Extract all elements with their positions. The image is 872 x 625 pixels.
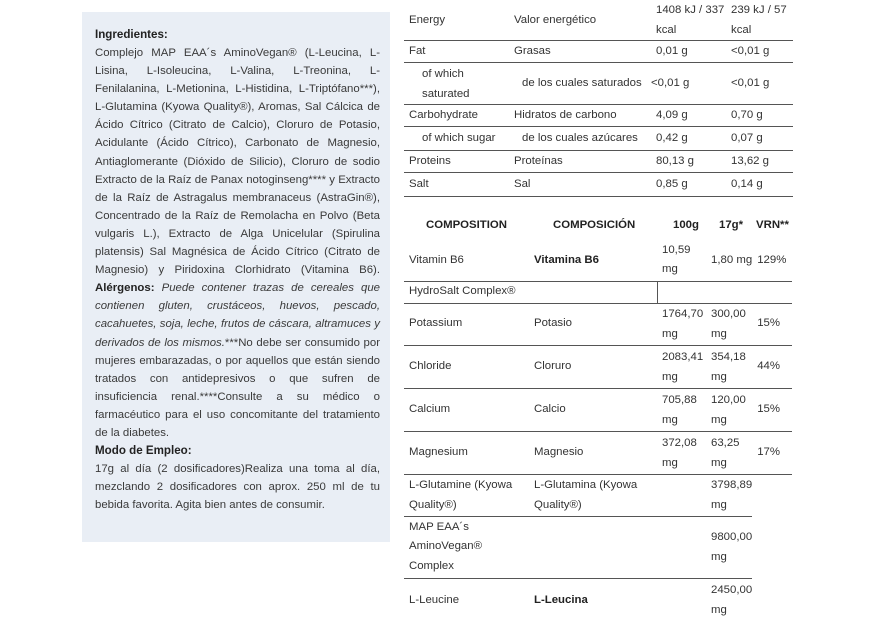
composition-v100 <box>657 516 706 578</box>
composition-row-leucine <box>404 578 792 622</box>
composition-row-chloride <box>404 345 792 388</box>
composition-header-17g: 17g* <box>719 219 744 231</box>
composition-vrn: 17% <box>752 431 792 474</box>
composition-v17: 1,80 mg <box>706 240 752 281</box>
composition-en: L-Glutamine (Kyowa Quality®) <box>404 474 529 516</box>
composition-row-vitamin-b6 <box>404 240 792 281</box>
composition-v100: 10,59 mg <box>657 240 706 281</box>
composition-hydrosalt <box>404 281 657 303</box>
nutrition-table <box>404 0 793 197</box>
composition-row-glutamine <box>404 474 792 516</box>
nutrition-es: Grasas <box>514 45 551 57</box>
nutrition-row-carbohydrate <box>404 105 793 127</box>
composition-en: Chloride <box>404 345 529 388</box>
composition-v100: 705,88 mg <box>657 388 706 431</box>
composition-es: Vitamina B6 <box>529 240 657 281</box>
composition-v17: 63,25 mg <box>706 431 752 474</box>
composition-v100: 2083,41 mg <box>657 345 706 388</box>
nutrition-v17: 13,62 g <box>731 155 770 167</box>
composition-v100 <box>657 578 706 622</box>
ingredients-panel <box>82 12 390 542</box>
composition-v100 <box>657 474 706 516</box>
nutrition-v17: 239 kJ / 57 kcal <box>731 4 787 36</box>
allergens-label: Alérgenos: <box>95 282 155 295</box>
composition-v17: 2450,00 mg <box>711 584 753 617</box>
composition-en: Calcium <box>404 388 529 431</box>
composition-v17: 300,00 mg <box>706 303 752 345</box>
nutrition-row-sugar <box>404 127 793 151</box>
nutrition-es: Sal <box>514 178 531 190</box>
composition-en: Vitamin B6 <box>404 240 529 281</box>
allergens-text: Puede contener trazas de cereales que contienen gluten, crustáceos, huevos, pescado, cacahuetes, soja, leche, frutos de cáscara, altramuces y derivados de los mismos. <box>95 282 380 349</box>
nutrition-en: Energy <box>409 13 446 26</box>
nutrition-row-saturated <box>404 63 793 105</box>
composition-en: Potassium <box>404 303 529 345</box>
composition-vrn: 15% <box>752 388 792 431</box>
nutrition-en: of which sugar <box>422 132 496 144</box>
nutrition-es: Proteínas <box>514 155 563 167</box>
nutrition-es: de los cuales azúcares <box>522 132 638 144</box>
nutrition-es: de los cuales saturados <box>522 77 642 89</box>
nutrition-row-salt <box>404 173 793 197</box>
composition-es: L-Leucina <box>534 593 588 606</box>
nutrition-v17: 0,07 g <box>731 132 763 144</box>
usage-title: Modo de Empleo: <box>95 444 192 458</box>
composition-header-100g: 100g <box>673 219 699 231</box>
composition-v17: 3798,89 mg <box>706 474 752 516</box>
nutrition-en: Proteins <box>409 155 451 167</box>
nutrition-v100: 0,85 g <box>656 178 688 190</box>
composition-en: L-Leucine <box>409 593 460 606</box>
nutrition-en: Fat <box>409 45 426 57</box>
nutrition-row-proteins <box>404 151 793 173</box>
nutrition-v17: <0,01 g <box>731 77 770 89</box>
nutrition-v17: 0,70 g <box>731 109 763 121</box>
composition-es: Calcio <box>529 388 657 431</box>
composition-es: Cloruro <box>529 345 657 388</box>
composition-map-label: MAP EAA´s AminoVegan® Complex <box>409 520 482 572</box>
composition-v100: 372,08 mg <box>657 431 706 474</box>
nutrition-v17: 0,14 g <box>731 178 763 190</box>
composition-row-hydrosalt <box>404 281 792 303</box>
composition-row-magnesium <box>404 431 792 474</box>
nutrition-v100: 1408 kJ / 337 kcal <box>656 4 725 36</box>
composition-row-calcium <box>404 388 792 431</box>
nutrition-es: Valor energético <box>514 13 597 26</box>
nutrition-es: Hidratos de carbono <box>514 109 617 121</box>
composition-row-map <box>404 516 792 578</box>
composition-row-potassium <box>404 303 792 345</box>
nutrition-en <box>404 63 509 105</box>
nutrition-en-text: of which saturated <box>422 67 470 100</box>
composition-v17: 120,00 mg <box>706 388 752 431</box>
composition-es <box>529 516 657 578</box>
nutrition-v100: 0,42 g <box>656 132 688 144</box>
composition-v17: 354,18 mg <box>706 345 752 388</box>
ingredients-title: Ingredientes: <box>95 28 168 41</box>
composition-vrn <box>752 516 792 578</box>
nutrition-v100: 4,09 g <box>656 109 688 121</box>
nutrition-v100: <0,01 g <box>651 77 690 89</box>
nutrition-en: Salt <box>409 178 429 190</box>
usage-text: 17g al día (2 dosificadores)Realiza una toma al día, mezclando 2 dosificadores con aprox. 250 ml de tu bebida favorita. Agita bien antes de consumir. <box>95 463 380 512</box>
composition-vrn: 129% <box>752 240 792 281</box>
composition-v17: 9800,00 mg <box>706 516 752 578</box>
composition-en <box>404 516 529 578</box>
composition-header-en: COMPOSITION <box>426 219 508 231</box>
composition-en: Magnesium <box>404 431 529 474</box>
ingredients-list: Complejo MAP EAA´s AminoVegan® (L-Leucina, L-Lisina, L-Isoleucina, L-Valina, L-Treonina, L-Fenilalanina, L-Metionina, L-Histidina, L-Triptófano***), L-Glutamina (Kyowa Quality®), Aromas, Sal Cálcica de Ácido Cítrico (Citrato de Calcio), Cloruro de Potasio, Acidulante (Ácido Cítrico), Carbonato de Magnesio, Antiaglomerante (Dióxido de Silicio), Cloruro de sodio Extracto de la Raíz de Panax notoginseng**** y Extracto de la Raíz de Astragalus membranaceus (AstraGin®), Concentrado de la Raíz de Remolacha en Polvo (Beta vulgaris L.), Extracto de Alga Unicelular (Spirulina platensis) Sal Magnésica de Ácido Cítrico (Citrato de Magnesio) y Piridoxina Clorhidrato (Vitamina B6). <box>95 47 380 277</box>
composition-es: L-Glutamina (Kyowa Quality®) <box>529 474 657 516</box>
composition-hydrosalt-label: HydroSalt Complex® <box>409 285 516 298</box>
composition-empty <box>657 281 792 303</box>
nutrition-v17: <0,01 g <box>731 45 770 57</box>
composition-table <box>404 240 792 622</box>
composition-vrn: 44% <box>752 345 792 388</box>
nutrition-row-energy <box>404 0 793 41</box>
composition-es: Potasio <box>529 303 657 345</box>
ingredients-text <box>95 44 380 442</box>
composition-vrn <box>752 474 792 516</box>
composition-v100: 1764,70 mg <box>657 303 706 345</box>
composition-header-es: COMPOSICIÓN <box>553 219 636 231</box>
composition-header-vrn: VRN** <box>756 219 789 231</box>
warning-text: ***No debe ser consumido por mujeres embarazadas, o por aquellos que están siendo tratados con antidepresivos o que sufren de insuficiencia renal.****Consulte a su médico o farmacéutico para el uso concomitante del tratamiento de la diabetes. <box>95 336 380 439</box>
nutrition-en: Carbohydrate <box>409 109 479 121</box>
composition-vrn: 15% <box>752 303 792 345</box>
nutrition-row-fat <box>404 41 793 63</box>
nutrition-v100: 0,01 g <box>656 45 688 57</box>
composition-es: Magnesio <box>529 431 657 474</box>
nutrition-v100: 80,13 g <box>656 155 695 167</box>
composition-vrn <box>752 578 792 622</box>
